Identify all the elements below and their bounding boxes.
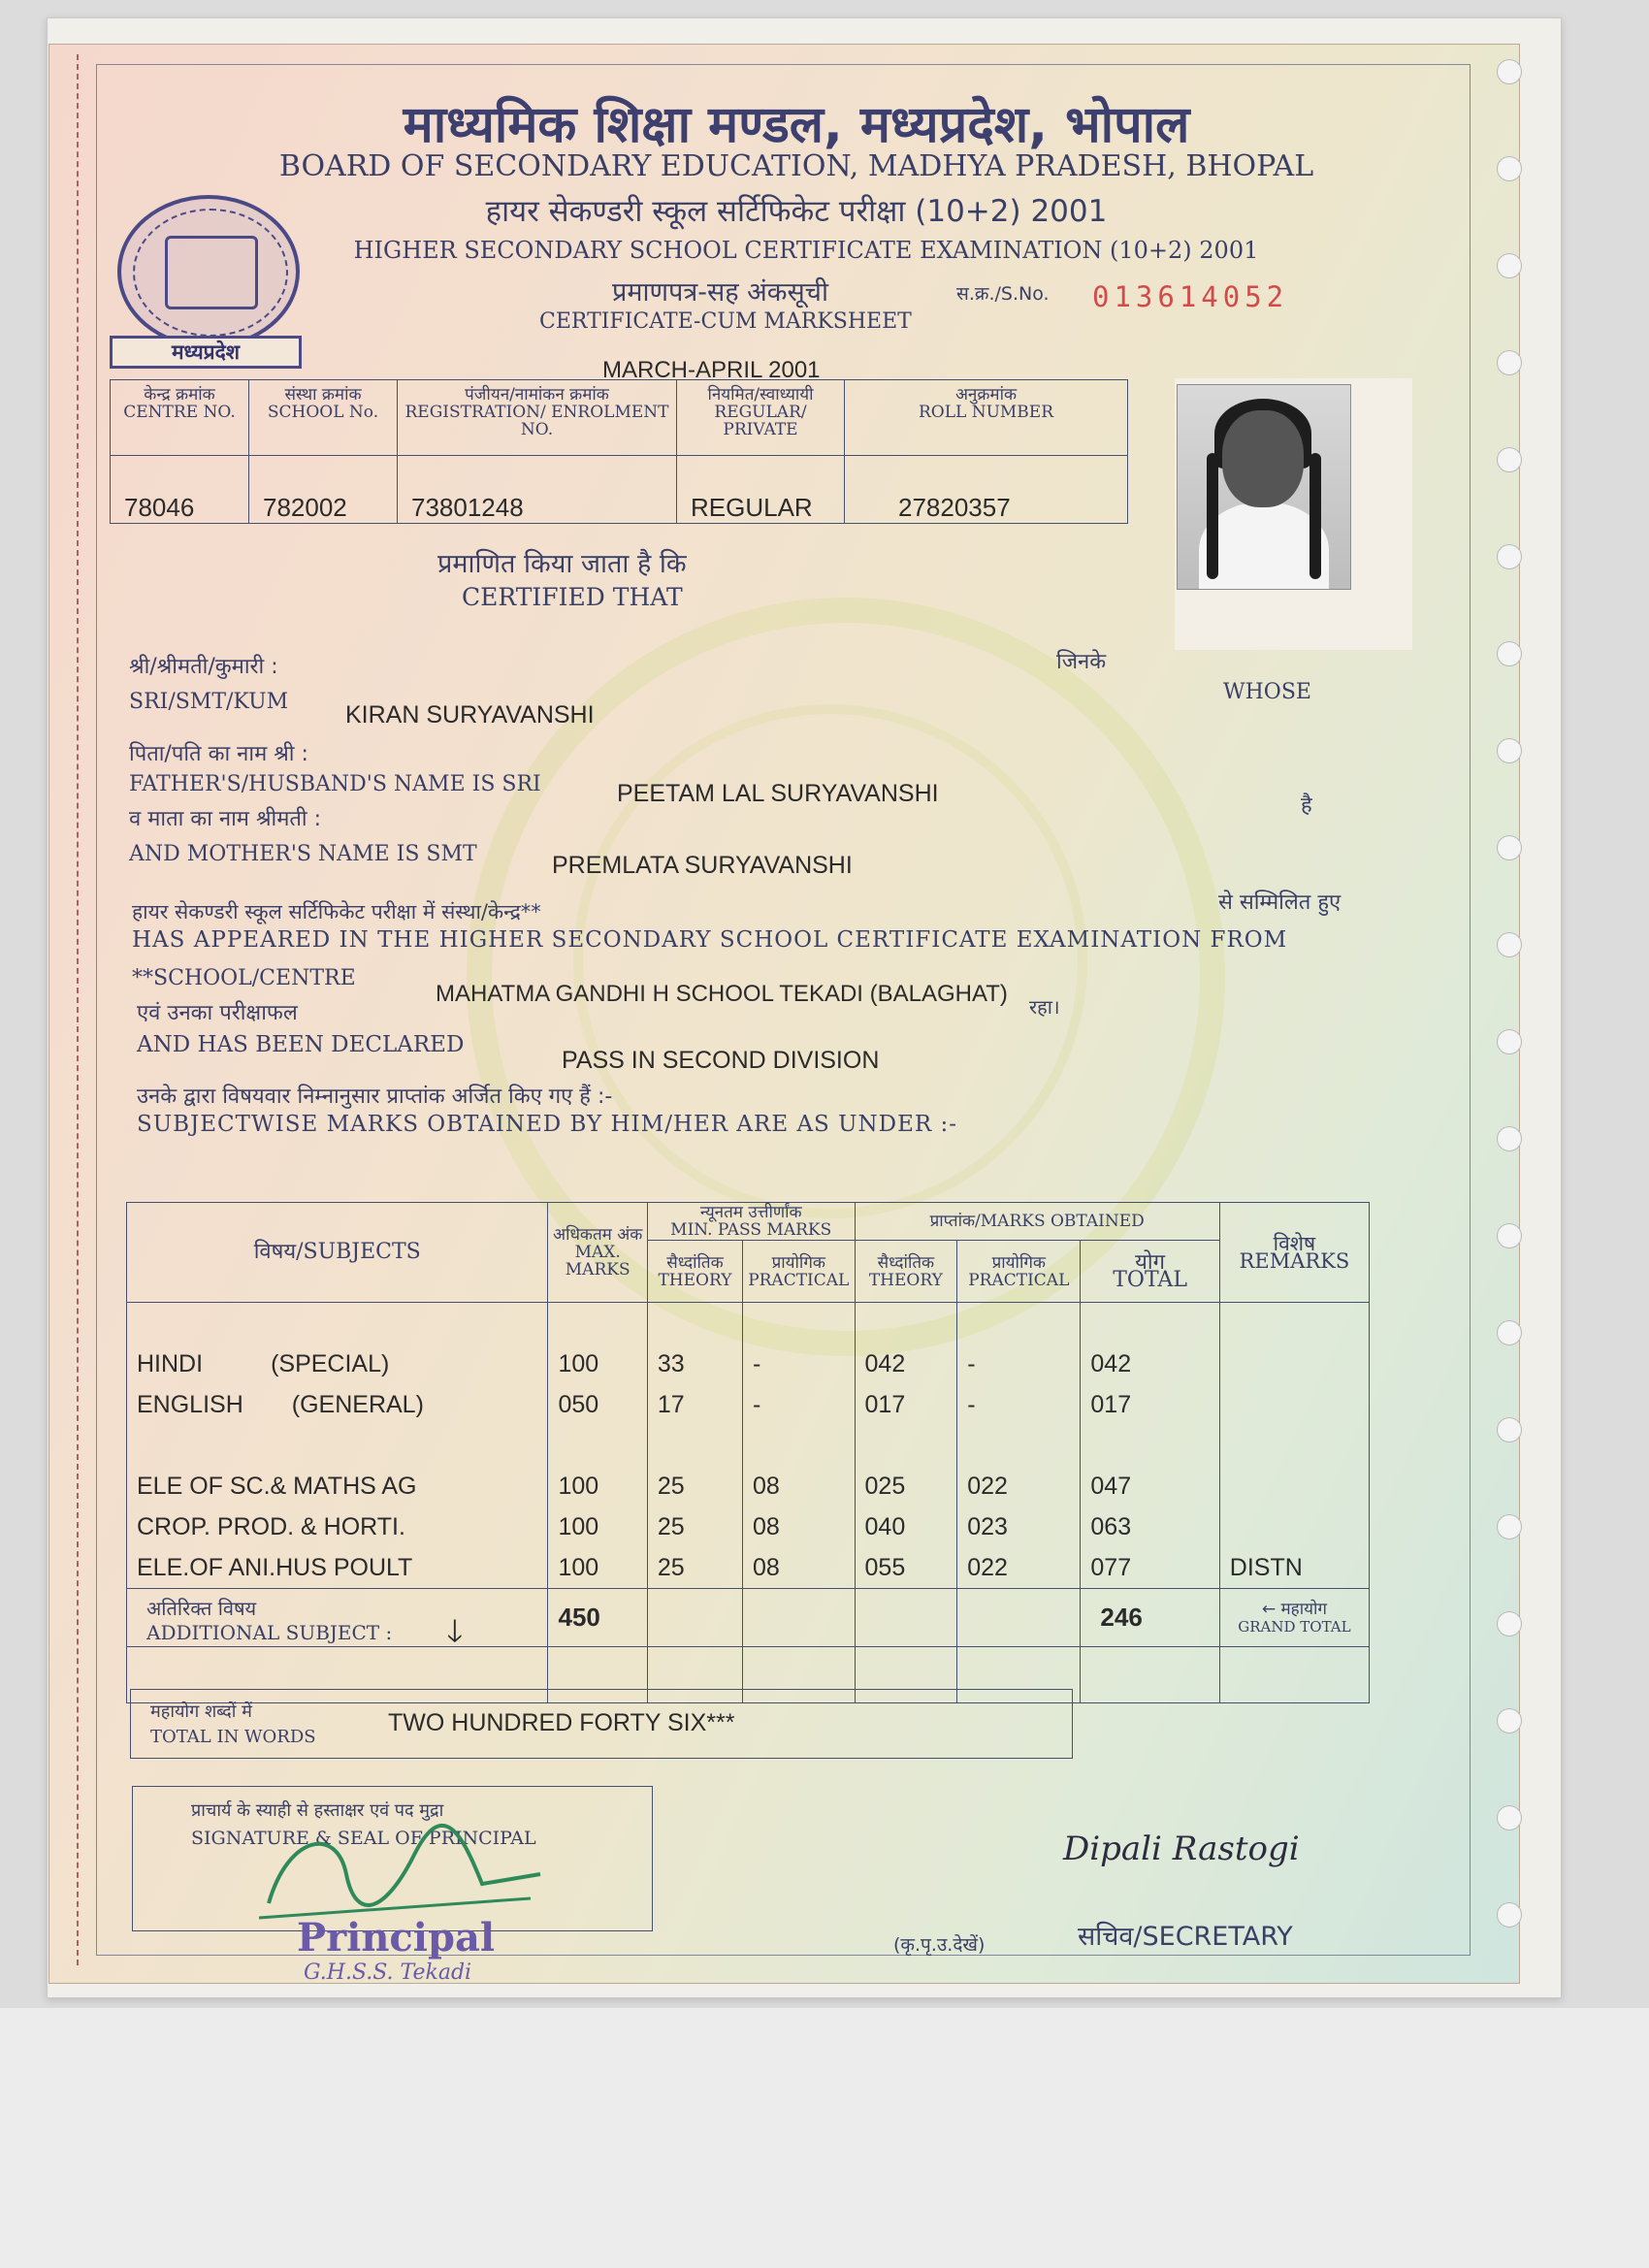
total-in-words: TWO HUNDRED FORTY SIX*** xyxy=(388,1709,735,1736)
regular-private-header: नियमित/स्वाध्यायी REGULAR/ PRIVATE xyxy=(677,380,845,456)
words-label-english: TOTAL IN WORDS xyxy=(150,1727,316,1747)
school-name: MAHATMA GANDHI H SCHOOL TEKADI (BALAGHAT) xyxy=(436,981,1008,1007)
result-label-english: AND HAS BEEN DECLARED xyxy=(137,1032,465,1057)
perforation-hole xyxy=(1497,1029,1522,1054)
principal-label-hindi: प्राचार्य के स्याही से हस्ताक्षर एवं पद मुद्रा xyxy=(191,1800,444,1821)
candidate-photo xyxy=(1177,384,1351,590)
perforation-hole xyxy=(1497,641,1522,666)
perforation-hole xyxy=(1497,156,1522,181)
result-value: PASS IN SECOND DIVISION xyxy=(562,1047,880,1074)
perforation-hole xyxy=(1497,59,1522,84)
exam-title-english: HIGHER SECONDARY SCHOOL CERTIFICATE EXAMINATION (10+2) 2001 xyxy=(353,237,1259,264)
board-title-hindi: माध्यमिक शिक्षा मण्डल, मध्यप्रदेश, भोपाल xyxy=(403,96,1190,154)
name-label-hindi: श्री/श्रीमती/कुमारी : xyxy=(129,655,278,679)
perforation-hole xyxy=(1497,1805,1522,1831)
candidate-info-table xyxy=(110,379,1128,524)
school-no-value: 782002 xyxy=(249,456,398,524)
appeared-hindi: हायर सेकण्डरी स्कूल सर्टिफिकेट परीक्षा में संस्था/केन्द्र** xyxy=(132,900,541,923)
result-label-hindi: एवं उनका परीक्षाफल xyxy=(137,1001,298,1025)
candidate-name: KIRAN SURYAVANSHI xyxy=(345,701,595,729)
appeared-hindi-end: से सम्मिलित हुए xyxy=(1218,891,1342,915)
centre-no-header: केन्द्र क्रमांक CENTRE NO. xyxy=(111,380,249,456)
obt-practical-header: प्रायोगिक PRACTICAL xyxy=(957,1241,1081,1303)
pto-note: (कृ.पृ.उ.देखें) xyxy=(893,1934,986,1956)
perforation-hole xyxy=(1497,544,1522,569)
school-label: **SCHOOL/CENTRE xyxy=(132,966,356,990)
max-marks-header: अधिकतम अंक MAX. MARKS xyxy=(548,1203,647,1303)
name-label-english: SRI/SMT/KUM xyxy=(129,690,289,714)
table-row: ELE OF SC.& MATHS AG 100 25 08 025 022 047 xyxy=(127,1466,1370,1507)
document-title-english: CERTIFICATE-CUM MARKSHEET xyxy=(539,309,912,334)
mother-label-hindi: व माता का नाम श्रीमती : xyxy=(129,807,322,831)
grand-total: 246 xyxy=(1081,1589,1219,1647)
subjectwise-english: SUBJECTWISE MARKS OBTAINED BY HIM/HER ARE AS UNDER :- xyxy=(137,1112,958,1137)
subjectwise-hindi: उनके द्वारा विषयवार निम्नानुसार प्राप्तांक अर्जित किए गए हैं :- xyxy=(137,1085,613,1109)
min-pass-header: न्यूनतम उत्तीर्णांक MIN. PASS MARKS xyxy=(647,1203,855,1241)
min-practical-header: प्रायोगिक PRACTICAL xyxy=(743,1241,856,1303)
perforation-line xyxy=(77,54,79,1965)
scanner-background xyxy=(0,2008,1649,2268)
roll-number-value: 27820357 xyxy=(845,456,1128,524)
certified-english: CERTIFIED THAT xyxy=(462,583,683,611)
father-name: PEETAM LAL SURYAVANSHI xyxy=(617,780,939,807)
whose-english: WHOSE xyxy=(1223,680,1311,704)
words-label-hindi: महायोग शब्दों में xyxy=(150,1701,252,1722)
centre-no-value: 78046 xyxy=(111,456,249,524)
down-arrow-icon: 🡓 xyxy=(446,1612,464,1649)
school-no-header: संस्था क्रमांक SCHOOL No. xyxy=(249,380,398,456)
additional-subject-hindi: अतिरिक्त विषय xyxy=(146,1597,257,1620)
marks-obtained-header: प्राप्तांक/MARKS OBTAINED xyxy=(855,1203,1219,1241)
seal-label: मध्यप्रदेश xyxy=(110,336,302,369)
serial-number: 013614052 xyxy=(1092,280,1289,313)
obt-total-header: योग TOTAL xyxy=(1081,1241,1219,1303)
max-total: 450 xyxy=(548,1589,647,1647)
total-in-words-box xyxy=(130,1689,1073,1759)
perforation-hole xyxy=(1497,835,1522,860)
table-row: ELE.OF ANI.HUS POULT 100 25 08 055 022 077 DISTN xyxy=(127,1547,1370,1589)
secretary-label: सचिव/SECRETARY xyxy=(1078,1922,1293,1952)
regular-private-value: REGULAR xyxy=(677,456,845,524)
perforation-hole xyxy=(1497,1611,1522,1636)
perforation-hole xyxy=(1497,1417,1522,1442)
principal-stamp: Principal xyxy=(297,1915,496,1960)
principal-stamp-line2: G.H.S.S. Tekadi xyxy=(304,1960,472,1985)
perforation-hole xyxy=(1497,738,1522,763)
father-label-hindi: पिता/पति का नाम श्री : xyxy=(129,742,308,766)
perforation-hole xyxy=(1497,1514,1522,1539)
exam-session: MARCH-APRIL 2001 xyxy=(602,357,821,383)
raha-hindi: रहा। xyxy=(1029,995,1060,1019)
registration-no-value: 73801248 xyxy=(398,456,677,524)
board-title-english: BOARD OF SECONDARY EDUCATION, MADHYA PRADESH, BHOPAL xyxy=(278,149,1314,183)
additional-subject-english: ADDITIONAL SUBJECT : xyxy=(146,1621,393,1644)
grand-total-label: ← महायोग GRAND TOTAL xyxy=(1219,1589,1369,1647)
board-seal xyxy=(117,195,300,348)
table-row: HINDI (SPECIAL) 100 33 - 042 - 042 xyxy=(127,1344,1370,1384)
table-row: CROP. PROD. & HORTI. 100 25 08 040 023 063 xyxy=(127,1507,1370,1547)
mother-name: PREMLATA SURYAVANSHI xyxy=(552,852,853,879)
perforation-hole xyxy=(1497,447,1522,472)
appeared-english: HAS APPEARED IN THE HIGHER SECONDARY SCHOOL CERTIFICATE EXAMINATION FROM xyxy=(132,927,1288,953)
perforation-hole xyxy=(1497,1126,1522,1151)
book-emblem-icon xyxy=(165,236,258,309)
perforation-hole xyxy=(1497,350,1522,375)
document-title-hindi: प्रमाणपत्र-सह अंकसूची xyxy=(612,277,828,308)
roll-number-header: अनुक्रमांक ROLL NUMBER xyxy=(845,380,1128,456)
perforation-hole xyxy=(1497,1223,1522,1248)
certified-hindi: प्रमाणित किया जाता है कि xyxy=(437,549,687,579)
father-label-english: FATHER'S/HUSBAND'S NAME IS SRI xyxy=(129,772,541,796)
subjects-header: विषय/SUBJECTS xyxy=(127,1203,548,1303)
perforation-hole xyxy=(1497,253,1522,278)
perforation-hole xyxy=(1497,1320,1522,1345)
marks-table xyxy=(126,1202,1370,1703)
principal-label-english: SIGNATURE & SEAL OF PRINCIPAL xyxy=(191,1828,536,1849)
serial-label: स.क्र./S.No. xyxy=(956,283,1050,305)
principal-signature-box xyxy=(132,1786,653,1931)
table-row: ENGLISH (GENERAL) 050 17 - 017 - 017 xyxy=(127,1384,1370,1425)
hai-hindi: है xyxy=(1301,794,1312,818)
perforation-hole xyxy=(1497,932,1522,957)
perforation-hole xyxy=(1497,1902,1522,1928)
obt-theory-header: सैध्दांतिक THEORY xyxy=(855,1241,957,1303)
remarks-header: विशेष REMARKS xyxy=(1219,1203,1369,1303)
secretary-signature: Dipali Rastogi xyxy=(1063,1830,1300,1868)
registration-no-header: पंजीयन/नामांकन क्रमांक REGISTRATION/ ENROLMENT NO. xyxy=(398,380,677,456)
mother-label-english: AND MOTHER'S NAME IS SMT xyxy=(129,842,477,866)
perforation-hole xyxy=(1497,1708,1522,1733)
whose-hindi: जिनके xyxy=(1056,650,1107,674)
certificate-sheet xyxy=(48,44,1520,1984)
totals-row xyxy=(127,1589,1370,1647)
min-theory-header: सैध्दांतिक THEORY xyxy=(647,1241,742,1303)
exam-title-hindi: हायर सेकण्डरी स्कूल सर्टिफिकेट परीक्षा (10+2) 2001 xyxy=(485,194,1108,229)
